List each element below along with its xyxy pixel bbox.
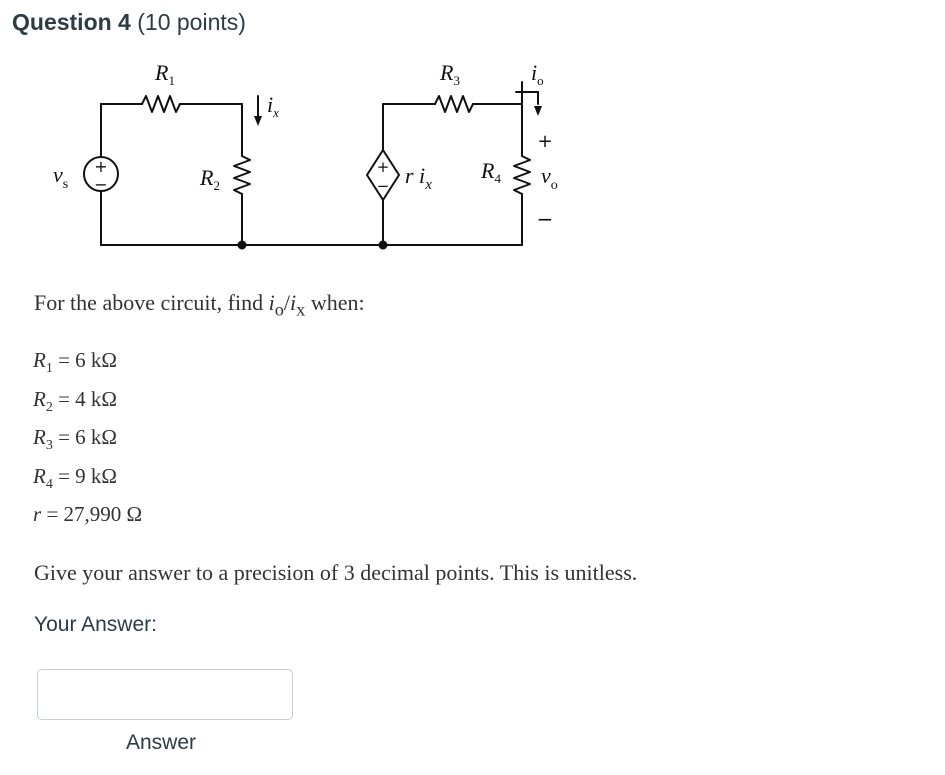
label-io: $i_o$ — [531, 60, 544, 88]
prompt-io-sub: o — [274, 299, 284, 320]
prompt-io: i — [268, 290, 275, 315]
value-symbol: R — [33, 463, 46, 488]
value-subscript: 3 — [45, 438, 53, 453]
vs-minus-sign: − — [94, 175, 108, 194]
label-r3: $R_3$ — [440, 60, 460, 88]
label-dependent-source: r $i_x$ — [405, 163, 432, 193]
dep-minus-sign: − — [376, 177, 390, 195]
value-row-r2 — [33, 385, 142, 424]
io-arrow-icon — [534, 106, 542, 116]
value-symbol: R — [33, 425, 46, 449]
value-row-r1 — [33, 346, 142, 385]
label-r4: $R_4$ — [481, 158, 501, 186]
question-prompt — [34, 290, 365, 320]
value-text: = 9 kΩ — [52, 463, 118, 488]
resistor-r3 — [435, 96, 473, 112]
value-row-r — [33, 500, 142, 539]
ix-arrow-icon — [254, 116, 262, 126]
circuit-diagram — [0, 0, 945, 290]
prompt-ix: i — [290, 290, 297, 315]
vo-plus-sign: + — [537, 131, 553, 152]
resistor-r4 — [514, 156, 530, 194]
value-text: = 4 kΩ — [52, 386, 118, 411]
node-dot-right — [379, 241, 388, 250]
value-subscript: 4 — [45, 476, 53, 492]
label-vs: $v_s$ — [53, 162, 69, 192]
value-symbol: R — [33, 348, 46, 372]
value-row-r4 — [33, 462, 142, 501]
prompt-slash: / — [283, 290, 291, 315]
prompt-post: when: — [305, 290, 365, 315]
prompt-pre: For the above circuit, find — [34, 290, 269, 315]
prompt-ix-sub: x — [296, 299, 306, 320]
label-vo: $v_o$ — [541, 163, 558, 193]
value-subscript: 2 — [45, 399, 53, 415]
value-text: = 27,990 Ω — [41, 502, 143, 526]
label-ix: $i_x$ — [267, 92, 279, 120]
answer-input[interactable] — [37, 669, 293, 720]
question-title: Question 4 — [12, 9, 131, 35]
value-text: = 6 kΩ — [52, 348, 118, 372]
question-points: (10 points) — [137, 9, 246, 35]
value-text: = 6 kΩ — [52, 425, 118, 449]
value-symbol: R — [33, 386, 46, 411]
value-symbol: r — [33, 502, 42, 526]
resistor-r2 — [234, 156, 250, 194]
value-row-r3 — [33, 423, 142, 462]
answer-instructions: Give your answer to a precision of 3 decimal points. This is unitless. — [34, 560, 638, 585]
vo-minus-sign: − — [536, 207, 554, 231]
given-values — [33, 346, 142, 539]
your-answer-label: Your Answer: — [34, 613, 157, 636]
dep-plus-sign: + — [376, 158, 390, 176]
value-subscript: 1 — [45, 361, 53, 376]
answer-field-label: Answer — [126, 731, 197, 754]
resistor-r1 — [142, 96, 180, 112]
label-r1: $R_1$ — [155, 60, 175, 88]
label-r2: $R_2$ — [200, 165, 220, 193]
vs-plus-sign: + — [94, 157, 108, 176]
node-dot-left — [238, 241, 247, 250]
